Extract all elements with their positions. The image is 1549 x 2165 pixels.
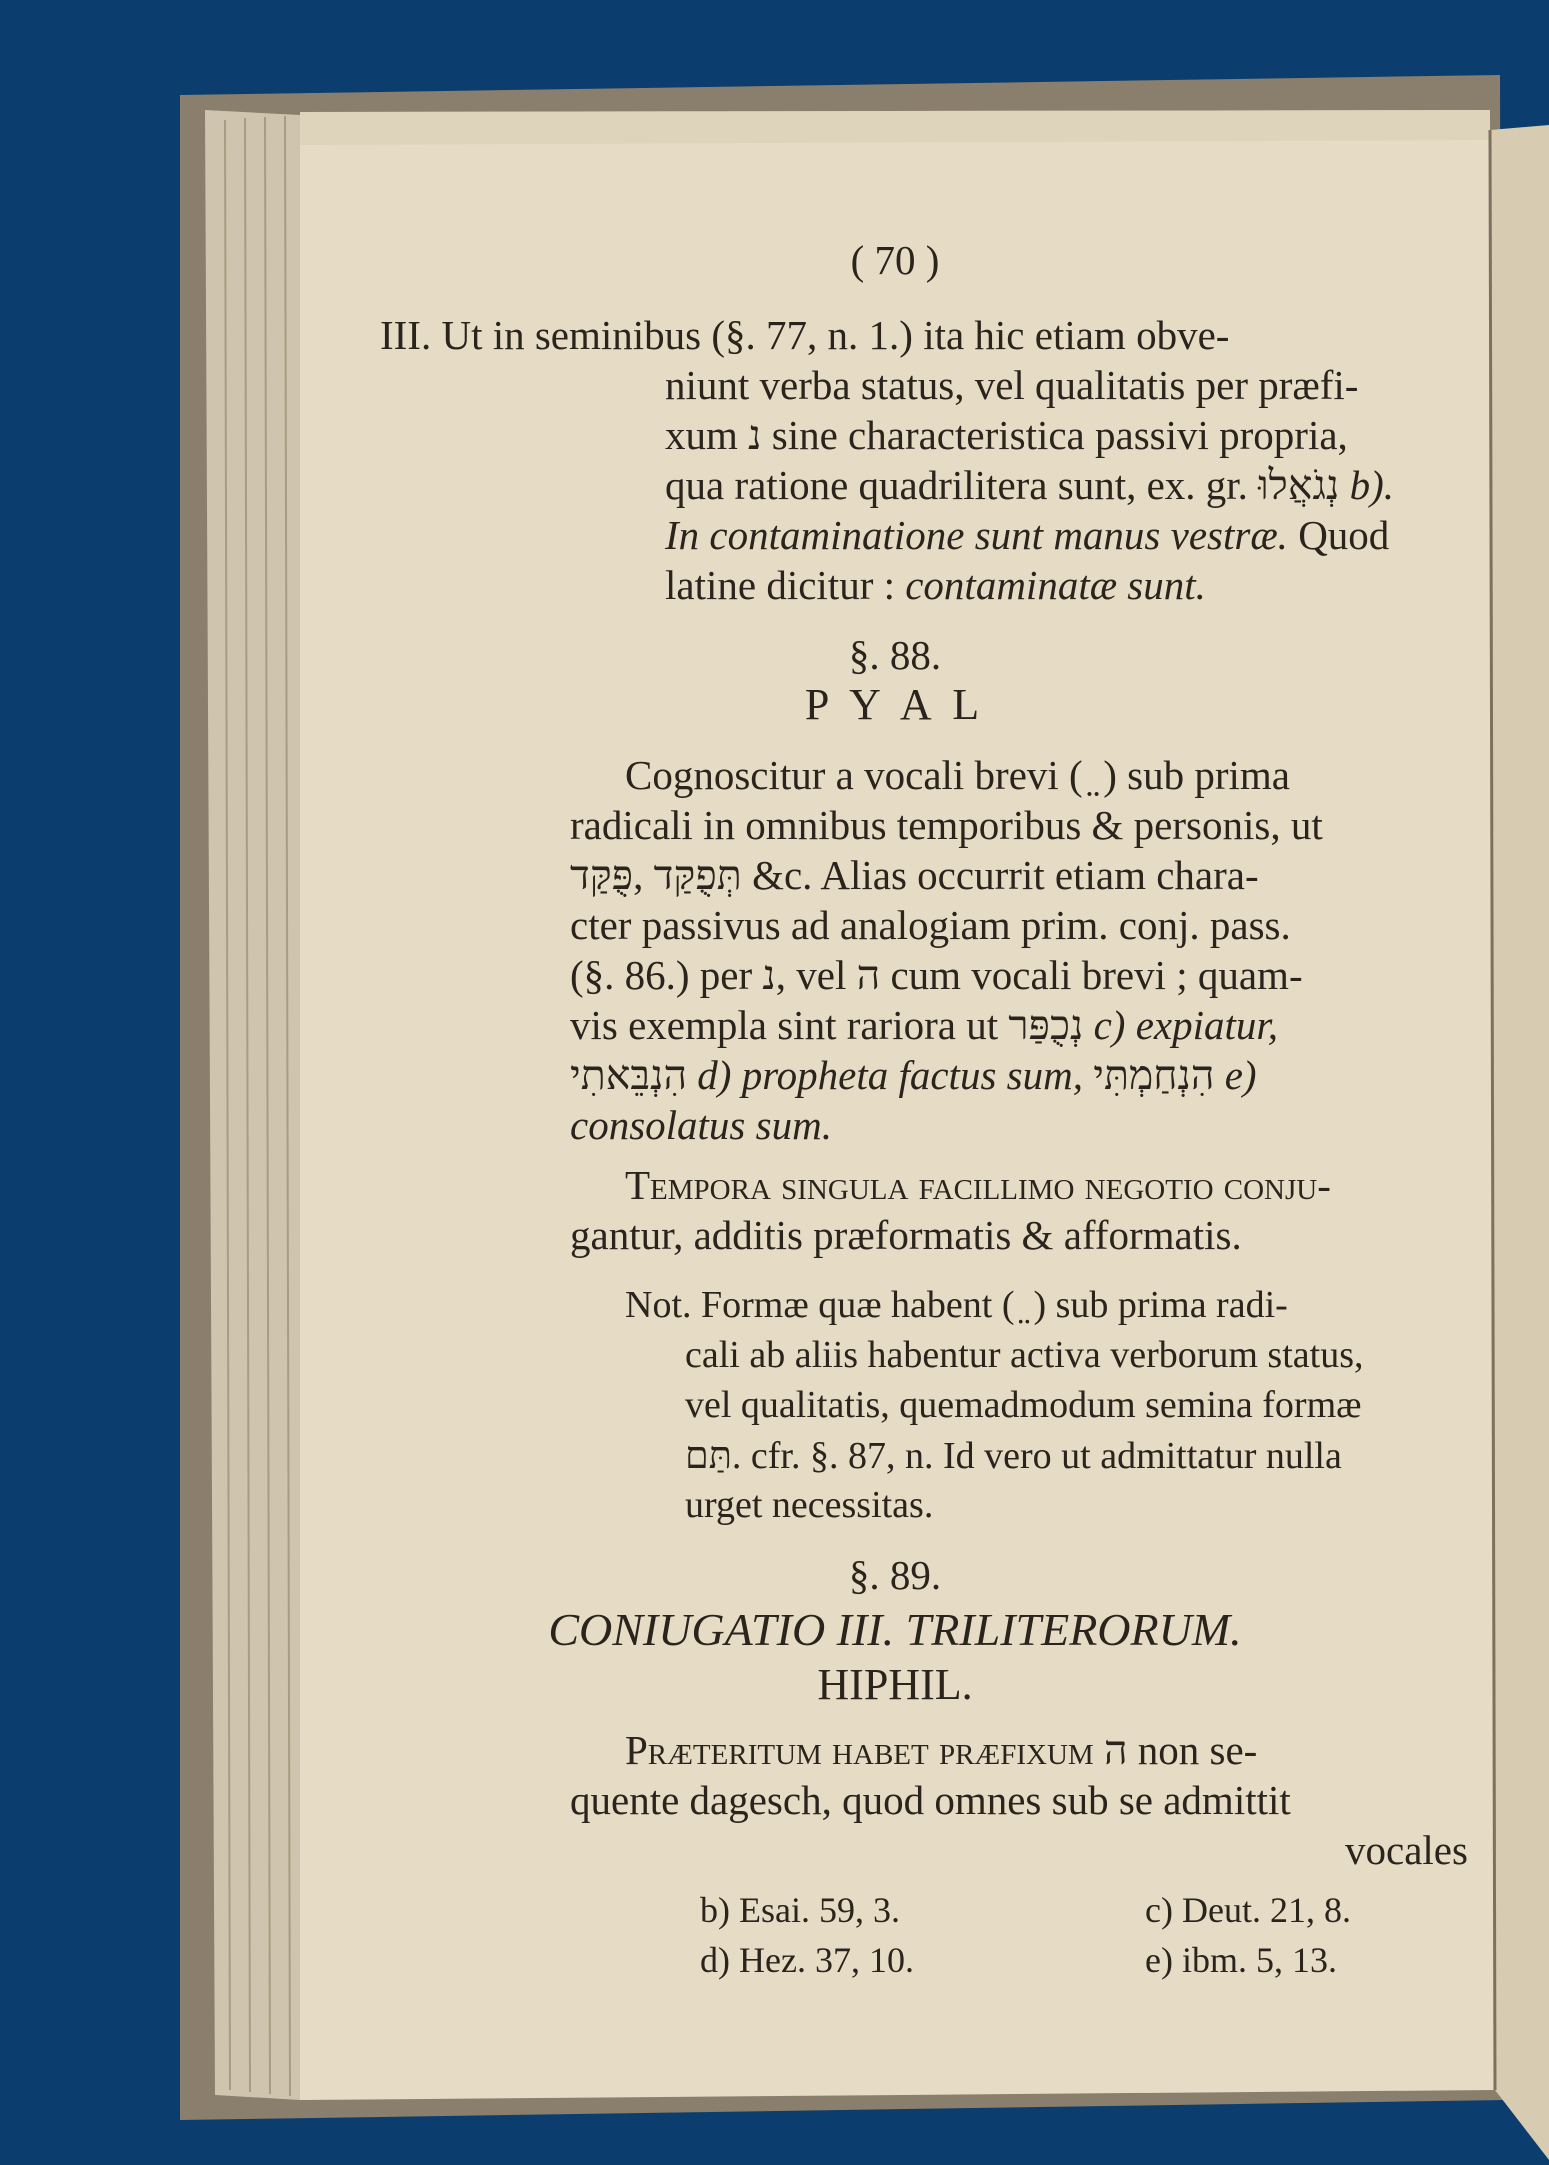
para3-line-3 [665,410,1348,460]
s88-line-2: radicali in omnibus temporibus & personis, ut [570,802,1323,848]
nota-line-3: vel qualitatis, quemadmodum semina formæ [685,1384,1362,1426]
footnote-ref-b: b). [1349,462,1394,508]
hebrew-puqqad: פֻּקַּד [570,851,634,899]
hebrew-tam: תַּם [685,1433,732,1477]
para3-line-6 [665,560,1206,610]
s88-line-3: פֻּקַּד, תְּפֻקַּד &c. Alias occurrit etiam chara- [570,851,1259,899]
s88-line-7 [570,1050,1257,1100]
s88-line-8: consolatus sum. [570,1102,832,1148]
tempora-line-2: gantur, additis præformatis & afformatis. [570,1212,1242,1258]
nota-line-1: Not. Formæ quæ habent ( ̤ ) sub prima radi- [625,1284,1288,1326]
hebrew-tepuqqad: תְּפֻקַּד [653,851,742,899]
s89-praeteritum: Præteritum habet præfixum [625,1727,1094,1773]
footnote-b: b) Esai. 59, 3. [700,1890,900,1930]
footnote-c: c) Deut. 21, 8. [1145,1890,1351,1930]
s88-cum-vocali: cum vocali brevi ; quam- [890,952,1303,998]
s89-catchword: vocales [1345,1827,1468,1873]
para3-line-4 [665,460,1394,510]
para3-quod: Quod [1298,512,1390,558]
para3-xum: xum [665,412,738,458]
para3-characteristica: sine characteristica passivi propria, [771,412,1348,458]
s88-per: (§. 86.) per [570,952,753,998]
page-number: ( 70 ) [850,237,940,283]
para3-qua-ratione: qua ratione quadrilitera sunt, ex. gr. [665,462,1248,508]
hebrew-nun-2: נ [762,951,776,999]
s88-propheta: d) propheta factus sum, [697,1052,1083,1098]
s89-line-1 [625,1725,1257,1775]
nota-line-2: cali ab aliis habentur activa verborum status, [685,1334,1364,1376]
hebrew-nigoalu: נְגֹאֲלוּ [1258,461,1340,509]
hebrew-he: ה [856,951,881,999]
para3-contaminatione: In contaminatione sunt manus vestræ. [665,512,1288,558]
hebrew-hinhamti: הִנְחַמְתִּי [1093,1051,1215,1099]
s88-line-4: cter passivus ad analogiam prim. conj. pass. [570,902,1291,948]
book-page [295,140,1495,2070]
hebrew-nun: נ [748,411,762,459]
s88-vel: , vel [775,952,847,998]
s88-line-5 [570,950,1303,1000]
s89-line-2: quente dagesch, quod omnes sub se admittit [570,1777,1291,1823]
section-88-number: §. 88. [848,632,942,678]
hebrew-hinbeti: הִנְבֵּאתִי [570,1051,688,1099]
section-89-number: §. 89. [848,1552,942,1598]
para3-line-1: III. Ut in seminibus (§. 77, n. 1.) ita hic etiam obve- [380,312,1230,358]
para3-contaminatae: contaminatæ sunt. [905,562,1206,608]
para3-line-2: niunt verba status, vel qualitatis per præfi- [665,362,1359,408]
section-89-title: CONIUGATIO III. TRILITERORUM. [548,1604,1242,1655]
s89-non-se: non se- [1137,1727,1258,1773]
s88-vis-exempla: vis exempla sint rariora ut [570,1002,999,1048]
nota-line-5: urget necessitas. [685,1484,934,1526]
s88-line-1: Cognoscitur a vocali brevi ( ̤ ) sub prima [625,752,1290,798]
hebrew-he-2: ה [1103,1726,1128,1774]
para3-latine: latine dicitur : [665,562,895,608]
footnote-ref-e: e) [1224,1052,1257,1098]
tempora-line-1: Tempora singula facillimo negotio conju- [625,1162,1331,1208]
section-89-subtitle: HIPHIL. [817,1660,973,1709]
hebrew-nikhuppar: נְכֻפַּר [1008,1001,1084,1049]
s88-line-6 [570,1000,1278,1050]
footnote-e: e) ibm. 5, 13. [1145,1940,1337,1980]
section-88-title: P Y A L [804,680,986,729]
footnote-d: d) Hez. 37, 10. [700,1940,914,1980]
s88-alias: &c. Alias occurrit etiam chara- [752,852,1259,898]
s88-expiatur: c) expiatur, [1093,1002,1279,1048]
nota-line-4 [685,1430,1342,1481]
para3-line-5 [665,510,1389,560]
nota-cfr: . cfr. §. 87, n. Id vero ut admittatur nulla [731,1435,1342,1477]
